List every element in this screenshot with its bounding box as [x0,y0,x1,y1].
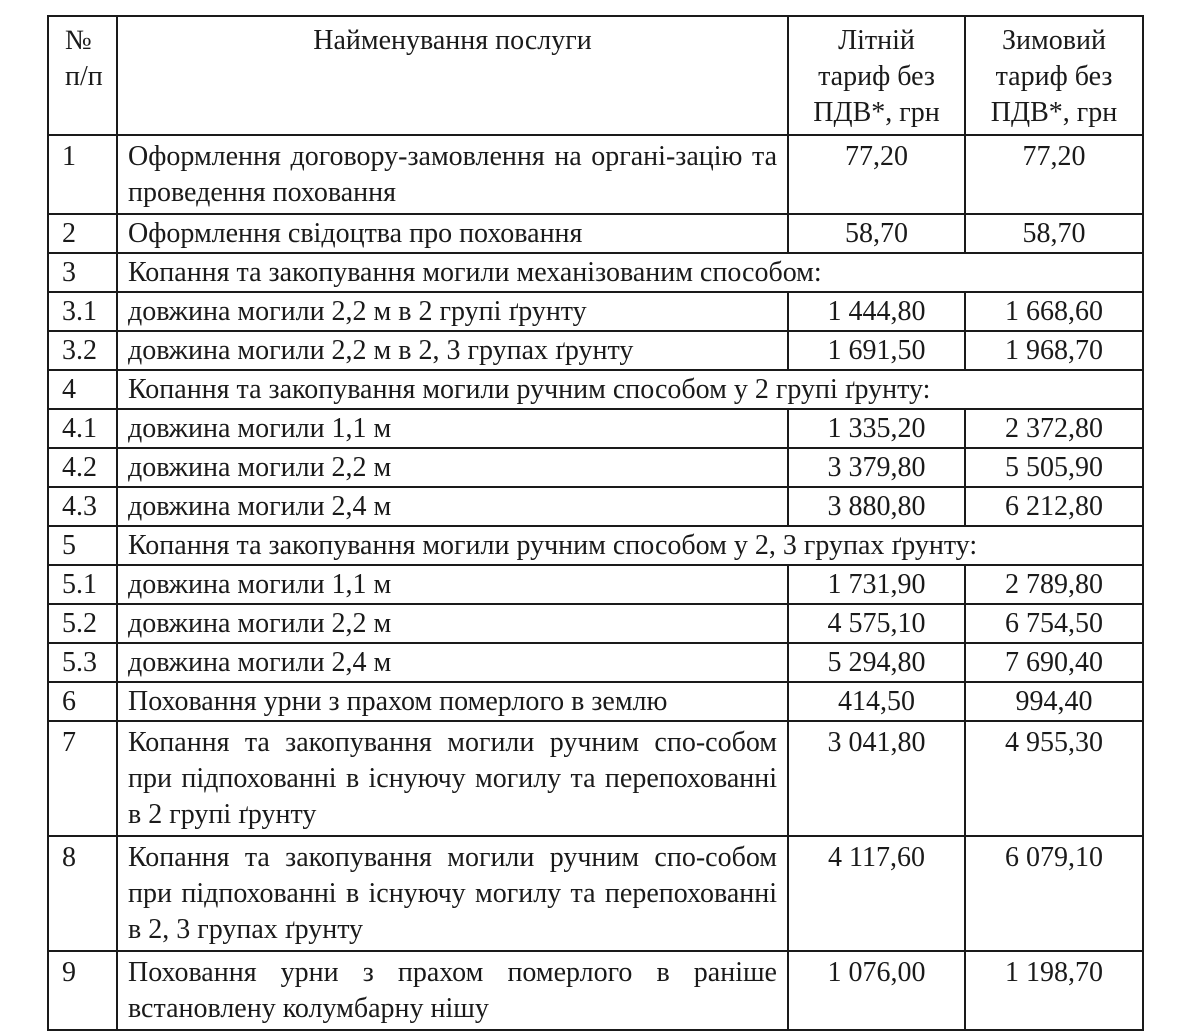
service-name: довжина могили 2,2 м [117,604,788,643]
table-row [48,370,1143,409]
summer-tariff-value: 58,70 [788,214,965,253]
service-name: довжина могили 2,2 м в 2, 3 групах ґрунту [117,331,788,370]
summer-tariff-value: 4 117,60 [788,836,965,951]
header-summer-tariff: Літній тариф без ПДВ*, грн [788,16,965,135]
table-row [48,214,1143,253]
row-number: 2 [48,214,117,253]
service-name: Копання та закопування могили ручним способом у 2, 3 групах ґрунту: [117,526,1143,565]
header-winter-tariff: Зимовий тариф без ПДВ*, грн [965,16,1143,135]
service-name: довжина могили 1,1 м [117,409,788,448]
table-row [48,682,1143,721]
winter-tariff-value: 6 754,50 [965,604,1143,643]
winter-tariff-value: 2 372,80 [965,409,1143,448]
table-row [48,135,1143,214]
row-number: 1 [48,135,117,214]
service-name: Копання та закопування могили механізованим способом: [117,253,1143,292]
table-row [48,836,1143,951]
service-name: Копання та закопування могили ручним способом у 2 групі ґрунту: [117,370,1143,409]
table-row [48,253,1143,292]
row-number: 3.2 [48,331,117,370]
row-number: 4.3 [48,487,117,526]
table-row [48,643,1143,682]
row-number: 4.2 [48,448,117,487]
table-row [48,721,1143,836]
row-number: 3.1 [48,292,117,331]
service-name: Поховання урни з прахом померлого в раніше встановлену колумбарну нішу [117,951,788,1030]
row-number: 8 [48,836,117,951]
header-service-name: Найменування послуги [117,16,788,135]
winter-tariff-value: 1 198,70 [965,951,1143,1030]
summer-tariff-value: 1 731,90 [788,565,965,604]
header-row [48,16,1143,135]
table-row [48,565,1143,604]
row-number: 4.1 [48,409,117,448]
service-name: довжина могили 2,4 м [117,487,788,526]
service-name: Оформлення свідоцтва про поховання [117,214,788,253]
header-number: № п/п [48,16,117,135]
winter-tariff-value: 1 668,60 [965,292,1143,331]
summer-tariff-value: 414,50 [788,682,965,721]
table-row [48,409,1143,448]
summer-tariff-value: 3 880,80 [788,487,965,526]
table-row [48,292,1143,331]
service-name: Оформлення договору-замовлення на органі-зацію та проведення поховання [117,135,788,214]
service-name: Копання та закопування могили ручним спо-собом при підпохованні в існуючу могилу та перепохованні в 2, 3 групах ґрунту [117,836,788,951]
winter-tariff-value: 77,20 [965,135,1143,214]
summer-tariff-value: 3 041,80 [788,721,965,836]
summer-tariff-value: 77,20 [788,135,965,214]
service-name: Поховання урни з прахом померлого в землю [117,682,788,721]
service-name: Копання та закопування могили ручним спо-собом при підпохованні в існуючу могилу та перепохованні в 2 групі ґрунту [117,721,788,836]
summer-tariff-value: 1 076,00 [788,951,965,1030]
tariff-body [48,135,1143,1030]
table-row [48,526,1143,565]
row-number: 3 [48,253,117,292]
service-name: довжина могили 2,2 м [117,448,788,487]
winter-tariff-value: 1 968,70 [965,331,1143,370]
table-row [48,604,1143,643]
summer-tariff-value: 5 294,80 [788,643,965,682]
table-row [48,951,1143,1030]
winter-tariff-value: 6 212,80 [965,487,1143,526]
winter-tariff-value: 5 505,90 [965,448,1143,487]
summer-tariff-value: 1 335,20 [788,409,965,448]
summer-tariff-value: 4 575,10 [788,604,965,643]
summer-tariff-value: 1 691,50 [788,331,965,370]
row-number: 5.3 [48,643,117,682]
row-number: 5.1 [48,565,117,604]
tariff-table [47,15,1144,1031]
row-number: 6 [48,682,117,721]
service-name: довжина могили 2,4 м [117,643,788,682]
winter-tariff-value: 994,40 [965,682,1143,721]
service-name: довжина могили 2,2 м в 2 групі ґрунту [117,292,788,331]
table-row [48,487,1143,526]
winter-tariff-value: 4 955,30 [965,721,1143,836]
row-number: 4 [48,370,117,409]
summer-tariff-value: 1 444,80 [788,292,965,331]
row-number: 5 [48,526,117,565]
summer-tariff-value: 3 379,80 [788,448,965,487]
service-name: довжина могили 1,1 м [117,565,788,604]
row-number: 5.2 [48,604,117,643]
table-row [48,331,1143,370]
row-number: 7 [48,721,117,836]
winter-tariff-value: 7 690,40 [965,643,1143,682]
row-number: 9 [48,951,117,1030]
winter-tariff-value: 2 789,80 [965,565,1143,604]
winter-tariff-value: 58,70 [965,214,1143,253]
winter-tariff-value: 6 079,10 [965,836,1143,951]
table-row [48,448,1143,487]
